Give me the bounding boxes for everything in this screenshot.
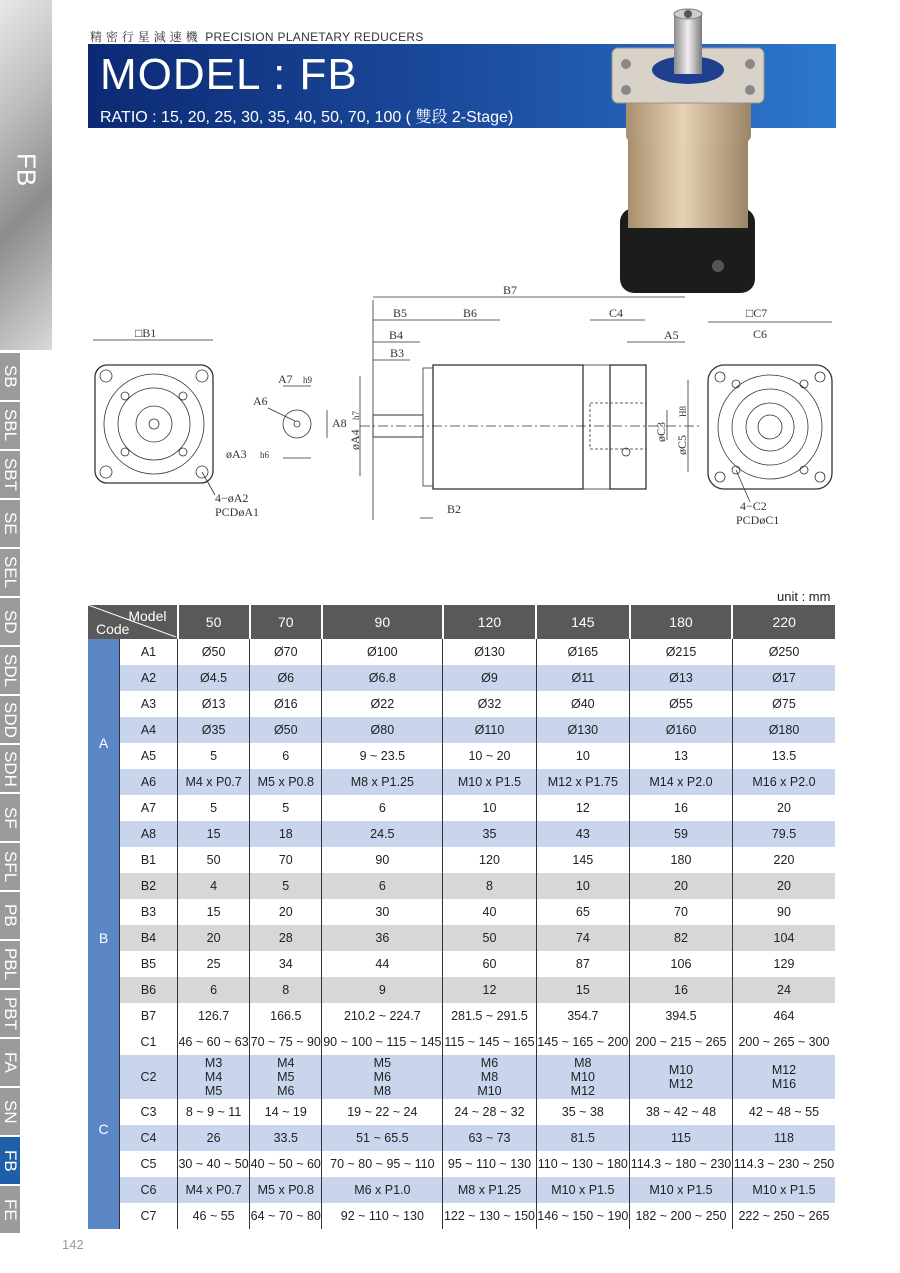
table-cell: 36 [322, 925, 443, 951]
dim-c5-tol: H8 [678, 406, 688, 417]
table-row [88, 1055, 835, 1099]
row-code: C5 [120, 1151, 178, 1177]
table-cell: M4 x P0.7 [178, 769, 250, 795]
table-row [88, 795, 835, 821]
dim-a8: A8 [332, 416, 347, 430]
table-cell: 46 ~ 55 [178, 1203, 250, 1229]
table-cell: Ø160 [630, 717, 733, 743]
table-cell: 33.5 [250, 1125, 322, 1151]
tab-fe[interactable]: FE [0, 1186, 20, 1233]
table-cell: 26 [178, 1125, 250, 1151]
tab-sf[interactable]: SF [0, 794, 20, 841]
table-cell: Ø6.8 [322, 665, 443, 691]
tab-sfl[interactable]: SFL [0, 843, 20, 890]
table-cell: 200 ~ 215 ~ 265 [630, 1029, 733, 1055]
dim-a2: 4−øA2 [215, 491, 249, 505]
table-cell: 104 [732, 925, 835, 951]
model-header-145: 145 [536, 605, 629, 639]
table-row [88, 639, 835, 665]
table-cell: 35 ~ 38 [536, 1099, 629, 1125]
table-cell: M5 x P0.8 [250, 1177, 322, 1203]
page-number: 142 [62, 1237, 84, 1252]
table-cell: M10 x P1.5 [443, 769, 536, 795]
table-row [88, 665, 835, 691]
table-cell: Ø9 [443, 665, 536, 691]
model-tabs [0, 353, 52, 1235]
header-subtitle [90, 28, 424, 45]
table-cell: 5 [178, 795, 250, 821]
dim-a7-tol: h9 [303, 375, 312, 385]
table-cell: Ø16 [250, 691, 322, 717]
table-cell: 60 [443, 951, 536, 977]
table-cell: 5 [250, 873, 322, 899]
dim-a7: A7 [278, 372, 293, 386]
row-code: A3 [120, 691, 178, 717]
table-cell: Ø110 [443, 717, 536, 743]
dim-b2: B2 [447, 502, 462, 516]
tab-sb[interactable]: SB [0, 353, 20, 400]
table-cell: Ø50 [250, 717, 322, 743]
table-cell: Ø40 [536, 691, 629, 717]
table-row [88, 899, 835, 925]
table-row [88, 1125, 835, 1151]
table-cell: 81.5 [536, 1125, 629, 1151]
table-row [88, 691, 835, 717]
tab-sbl[interactable]: SBL [0, 402, 20, 449]
table-row [88, 1203, 835, 1229]
tab-sel[interactable]: SEL [0, 549, 20, 596]
dim-b7: B7 [503, 283, 518, 297]
table-cell: 220 [732, 847, 835, 873]
table-cell: M6 M8 M10 [443, 1055, 536, 1099]
table-cell: M5 M6 M8 [322, 1055, 443, 1099]
dim-b5: B5 [393, 306, 408, 320]
table-cell: 70 ~ 80 ~ 95 ~ 110 [322, 1151, 443, 1177]
row-code: A2 [120, 665, 178, 691]
table-cell: 8 [250, 977, 322, 1003]
table-row [88, 1151, 835, 1177]
dim-c1: PCDøC1 [736, 513, 780, 527]
table-cell: 65 [536, 899, 629, 925]
table-cell: M16 x P2.0 [732, 769, 835, 795]
table-cell: 95 ~ 110 ~ 130 [443, 1151, 536, 1177]
table-cell: M4 M5 M6 [250, 1055, 322, 1099]
table-cell: 114.3 ~ 230 ~ 250 [732, 1151, 835, 1177]
table-cell: 9 [322, 977, 443, 1003]
table-cell: 13.5 [732, 743, 835, 769]
table-cell: Ø17 [732, 665, 835, 691]
table-cell: 90 [322, 847, 443, 873]
table-cell: 115 ~ 145 ~ 165 [443, 1029, 536, 1055]
table-cell: 118 [732, 1125, 835, 1151]
table-cell: 28 [250, 925, 322, 951]
dim-b4: B4 [389, 328, 404, 342]
table-cell: 30 ~ 40 ~ 50 [178, 1151, 250, 1177]
table-cell: Ø250 [732, 639, 835, 665]
dim-c4: C4 [609, 306, 624, 320]
table-cell: 12 [536, 795, 629, 821]
table-cell: Ø55 [630, 691, 733, 717]
model-header-120: 120 [443, 605, 536, 639]
table-cell: 182 ~ 200 ~ 250 [630, 1203, 733, 1229]
table-cell: Ø130 [536, 717, 629, 743]
table-cell: 5 [250, 795, 322, 821]
table-cell: M8 x P1.25 [322, 769, 443, 795]
table-row [88, 1029, 835, 1055]
tab-pbl[interactable]: PBL [0, 941, 20, 988]
table-cell: 180 [630, 847, 733, 873]
table-cell: 222 ~ 250 ~ 265 [732, 1203, 835, 1229]
table-cell: 4 [178, 873, 250, 899]
table-cell: 281.5 ~ 291.5 [443, 1003, 536, 1029]
tab-fb[interactable]: FB [0, 1137, 20, 1184]
row-code: C2 [120, 1055, 178, 1099]
table-cell: 79.5 [732, 821, 835, 847]
table-cell: 6 [250, 743, 322, 769]
table-cell: Ø11 [536, 665, 629, 691]
table-cell: 90 [732, 899, 835, 925]
table-cell: 63 ~ 73 [443, 1125, 536, 1151]
table-cell: Ø4.5 [178, 665, 250, 691]
table-cell: 10 [536, 743, 629, 769]
tab-sdh[interactable]: SDH [0, 745, 20, 792]
table-cell: 115 [630, 1125, 733, 1151]
model-header-180: 180 [630, 605, 733, 639]
table-cell: 40 ~ 50 ~ 60 [250, 1151, 322, 1177]
table-cell: 50 [178, 847, 250, 873]
table-row [88, 743, 835, 769]
dimension-drawings [60, 280, 860, 540]
table-header-row [88, 605, 835, 639]
corner-model-label: Model [128, 608, 167, 624]
sidebar-top-panel [0, 0, 52, 350]
table-cell: Ø165 [536, 639, 629, 665]
dim-c6: C6 [753, 327, 768, 341]
row-code: C4 [120, 1125, 178, 1151]
tab-sn[interactable]: SN [0, 1088, 20, 1135]
table-cell: 15 [536, 977, 629, 1003]
table-corner-header [88, 605, 178, 639]
table-cell: M4 x P0.7 [178, 1177, 250, 1203]
table-cell: 15 [178, 821, 250, 847]
table-cell: 24 ~ 28 ~ 32 [443, 1099, 536, 1125]
front-view-input [93, 326, 259, 519]
model-header-50: 50 [178, 605, 250, 639]
table-cell: 24 [732, 977, 835, 1003]
front-view-output [708, 306, 832, 527]
table-cell: 40 [443, 899, 536, 925]
table-cell: 114.3 ~ 180 ~ 230 [630, 1151, 733, 1177]
table-cell: 110 ~ 130 ~ 180 [536, 1151, 629, 1177]
table-cell: 126.7 [178, 1003, 250, 1029]
row-code: B4 [120, 925, 178, 951]
table-cell: M12 x P1.75 [536, 769, 629, 795]
dim-c7: □C7 [746, 306, 768, 320]
table-row [88, 951, 835, 977]
table-cell: 25 [178, 951, 250, 977]
table-cell: 15 [178, 899, 250, 925]
tab-pb[interactable]: PB [0, 892, 20, 939]
product-image [598, 8, 778, 303]
table-cell: 6 [322, 795, 443, 821]
table-cell: Ø80 [322, 717, 443, 743]
tab-fa[interactable]: FA [0, 1039, 20, 1086]
table-cell: 20 [732, 795, 835, 821]
model-header-70: 70 [250, 605, 322, 639]
table-cell: 6 [178, 977, 250, 1003]
model-header-220: 220 [732, 605, 835, 639]
sidebar [0, 0, 52, 1273]
table-cell: 30 [322, 899, 443, 925]
table-cell: 8 [443, 873, 536, 899]
table-cell: 8 ~ 9 ~ 11 [178, 1099, 250, 1125]
table-cell: M12 M16 [732, 1055, 835, 1099]
tab-sdl[interactable]: SDL [0, 647, 20, 694]
table-row [88, 1177, 835, 1203]
shaft-detail [226, 372, 347, 461]
row-code: A1 [120, 639, 178, 665]
table-cell: 42 ~ 48 ~ 55 [732, 1099, 835, 1125]
table-cell: 38 ~ 42 ~ 48 [630, 1099, 733, 1125]
table-cell: 166.5 [250, 1003, 322, 1029]
table-cell: Ø100 [322, 639, 443, 665]
table-cell: 20 [732, 873, 835, 899]
table-cell: Ø32 [443, 691, 536, 717]
table-cell: 59 [630, 821, 733, 847]
row-code: A7 [120, 795, 178, 821]
table-cell: 92 ~ 110 ~ 130 [322, 1203, 443, 1229]
table-cell: Ø50 [178, 639, 250, 665]
table-cell: 106 [630, 951, 733, 977]
table-cell: 87 [536, 951, 629, 977]
table-cell: 70 [630, 899, 733, 925]
table-cell: 46 ~ 60 ~ 63 [178, 1029, 250, 1055]
table-cell: 10 [443, 795, 536, 821]
table-cell: 50 [443, 925, 536, 951]
row-code: A6 [120, 769, 178, 795]
table-cell: 18 [250, 821, 322, 847]
table-body [88, 639, 835, 1229]
group-label: B [88, 847, 120, 1029]
dim-a1: PCDøA1 [215, 505, 260, 519]
table-cell: M8 x P1.25 [443, 1177, 536, 1203]
table-cell: 16 [630, 795, 733, 821]
side-view [348, 283, 700, 520]
table-cell: Ø6 [250, 665, 322, 691]
row-code: C3 [120, 1099, 178, 1125]
table-row [88, 717, 835, 743]
sidebar-top-label: FB [11, 153, 42, 187]
row-code: B1 [120, 847, 178, 873]
row-code: B3 [120, 899, 178, 925]
table-cell: 82 [630, 925, 733, 951]
table-cell: Ø13 [630, 665, 733, 691]
table-row [88, 977, 835, 1003]
row-code: B6 [120, 977, 178, 1003]
table-cell: M10 x P1.5 [630, 1177, 733, 1203]
table-cell: 464 [732, 1003, 835, 1029]
table-cell: 51 ~ 65.5 [322, 1125, 443, 1151]
table-cell: 19 ~ 22 ~ 24 [322, 1099, 443, 1125]
table-cell: 44 [322, 951, 443, 977]
table-cell: 70 [250, 847, 322, 873]
tab-sd[interactable]: SD [0, 598, 20, 645]
table-cell: 14 ~ 19 [250, 1099, 322, 1125]
table-cell: M14 x P2.0 [630, 769, 733, 795]
table-row [88, 1099, 835, 1125]
row-code: B2 [120, 873, 178, 899]
table-cell: Ø35 [178, 717, 250, 743]
table-row [88, 873, 835, 899]
table-cell: 10 [536, 873, 629, 899]
row-code: B7 [120, 1003, 178, 1029]
table-cell: 13 [630, 743, 733, 769]
table-cell: 120 [443, 847, 536, 873]
header-subtitle-en: PRECISION PLANETARY REDUCERS [205, 30, 424, 44]
tab-sbt[interactable]: SBT [0, 451, 20, 498]
table-cell: 122 ~ 130 ~ 150 [443, 1203, 536, 1229]
table-cell: 354.7 [536, 1003, 629, 1029]
table-row [88, 769, 835, 795]
row-code: A4 [120, 717, 178, 743]
table-cell: 210.2 ~ 224.7 [322, 1003, 443, 1029]
table-cell: 70 ~ 75 ~ 90 [250, 1029, 322, 1055]
dim-a6: A6 [253, 394, 268, 408]
table-cell: M8 M10 M12 [536, 1055, 629, 1099]
dim-b1: □B1 [135, 326, 157, 340]
dim-c3: øC3 [654, 421, 668, 442]
table-cell: M10 M12 [630, 1055, 733, 1099]
corner-code-label: Code [96, 621, 130, 637]
dim-a4: øA4 [348, 429, 362, 450]
dim-b3: B3 [390, 346, 405, 360]
table-cell: 394.5 [630, 1003, 733, 1029]
tab-pbt[interactable]: PBT [0, 990, 20, 1037]
table-cell: M6 x P1.0 [322, 1177, 443, 1203]
dim-a3: øA3 [226, 447, 247, 461]
table-cell: Ø13 [178, 691, 250, 717]
dim-c2: 4−C2 [740, 499, 767, 513]
table-cell: 43 [536, 821, 629, 847]
group-label: A [88, 639, 120, 847]
table-cell: M10 x P1.5 [732, 1177, 835, 1203]
dim-c5: øC5 [675, 434, 689, 455]
dim-b6: B6 [463, 306, 478, 320]
table-cell: M3 M4 M5 [178, 1055, 250, 1099]
tab-sdd[interactable]: SDD [0, 696, 20, 743]
row-code: C7 [120, 1203, 178, 1229]
table-cell: 9 ~ 23.5 [322, 743, 443, 769]
table-row [88, 925, 835, 951]
ratio-line: RATIO : 15, 20, 25, 30, 35, 40, 50, 70, 100 ( 雙段 2-Stage) [100, 109, 514, 126]
table-cell: Ø22 [322, 691, 443, 717]
table-cell: 35 [443, 821, 536, 847]
group-label: C [88, 1029, 120, 1229]
tab-se[interactable]: SE [0, 500, 20, 547]
table-cell: M10 x P1.5 [536, 1177, 629, 1203]
table-cell: 129 [732, 951, 835, 977]
row-code: A8 [120, 821, 178, 847]
unit-label: unit : mm [777, 589, 831, 604]
table-cell: Ø180 [732, 717, 835, 743]
page-title: MODEL : FB [100, 50, 358, 99]
table-cell: 12 [443, 977, 536, 1003]
table-cell: 20 [630, 873, 733, 899]
table-row [88, 821, 835, 847]
table-cell: 74 [536, 925, 629, 951]
header-subtitle-cn: 精 密 行 星 減 速 機 [90, 30, 198, 44]
table-cell: 10 ~ 20 [443, 743, 536, 769]
table-cell: M5 x P0.8 [250, 769, 322, 795]
dim-a3-tol: h6 [260, 450, 269, 460]
table-cell: 90 ~ 100 ~ 115 ~ 145 [322, 1029, 443, 1055]
row-code: B5 [120, 951, 178, 977]
row-code: C6 [120, 1177, 178, 1203]
table-cell: Ø70 [250, 639, 322, 665]
table-cell: 24.5 [322, 821, 443, 847]
table-cell: 34 [250, 951, 322, 977]
table-cell: 5 [178, 743, 250, 769]
table-row [88, 1003, 835, 1029]
table-cell: 20 [178, 925, 250, 951]
row-code: C1 [120, 1029, 178, 1055]
table-cell: 6 [322, 873, 443, 899]
table-cell: 20 [250, 899, 322, 925]
table-cell: Ø215 [630, 639, 733, 665]
model-header-90: 90 [322, 605, 443, 639]
table-cell: 16 [630, 977, 733, 1003]
table-cell: 200 ~ 265 ~ 300 [732, 1029, 835, 1055]
table-cell: 146 ~ 150 ~ 190 [536, 1203, 629, 1229]
table-row [88, 847, 835, 873]
spec-table [88, 605, 835, 1229]
dim-a5: A5 [664, 328, 679, 342]
table-cell: Ø130 [443, 639, 536, 665]
table-cell: 64 ~ 70 ~ 80 [250, 1203, 322, 1229]
table-cell: 145 [536, 847, 629, 873]
row-code: A5 [120, 743, 178, 769]
dim-a4-tol: h7 [351, 411, 361, 420]
table-cell: 145 ~ 165 ~ 200 [536, 1029, 629, 1055]
table-cell: Ø75 [732, 691, 835, 717]
